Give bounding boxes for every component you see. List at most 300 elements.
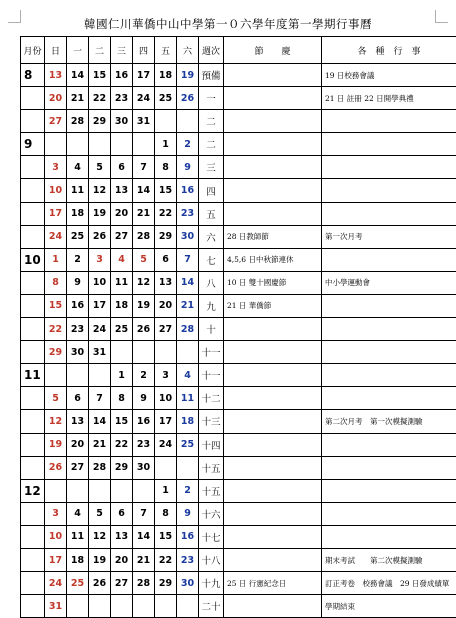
day-cell-thursday: 17 xyxy=(133,64,155,87)
day-cell-monday xyxy=(67,133,89,156)
day-cell-sunday: 5 xyxy=(45,387,67,410)
header-events: 各 種 行 事 xyxy=(322,37,456,64)
day-cell-saturday: 16 xyxy=(177,179,199,202)
event-cell xyxy=(322,502,456,525)
festival-cell xyxy=(224,133,322,156)
event-cell: 第二次月考 第一次模擬測驗 xyxy=(322,410,456,433)
calendar-row xyxy=(21,456,456,479)
day-cell-tuesday xyxy=(89,595,111,618)
day-cell-wednesday: 15 xyxy=(111,410,133,433)
day-cell-saturday: 2 xyxy=(177,479,199,502)
day-cell-tuesday: 26 xyxy=(89,225,111,248)
day-cell-wednesday: 27 xyxy=(111,572,133,595)
day-cell-monday: 4 xyxy=(67,502,89,525)
day-cell-friday: 24 xyxy=(155,433,177,456)
day-cell-monday: 6 xyxy=(67,387,89,410)
calendar-row xyxy=(21,271,456,294)
day-cell-wednesday xyxy=(111,133,133,156)
calendar-row xyxy=(21,572,456,595)
event-cell xyxy=(322,110,456,133)
day-cell-wednesday: 27 xyxy=(111,225,133,248)
calendar-row xyxy=(21,110,456,133)
day-cell-saturday: 28 xyxy=(177,318,199,341)
header-sunday: 日 xyxy=(45,37,67,64)
day-cell-sunday: 8 xyxy=(45,271,67,294)
day-cell-wednesday xyxy=(111,595,133,618)
day-cell-saturday xyxy=(177,341,199,364)
day-cell-sunday xyxy=(45,133,67,156)
day-cell-tuesday xyxy=(89,479,111,502)
month-cell: 9 xyxy=(21,133,45,156)
day-cell-saturday: 19 xyxy=(177,64,199,87)
day-cell-friday: 29 xyxy=(155,225,177,248)
week-number-cell: 十 xyxy=(199,318,224,341)
festival-cell xyxy=(224,364,322,387)
festival-cell xyxy=(224,110,322,133)
day-cell-wednesday: 13 xyxy=(111,179,133,202)
day-cell-wednesday: 20 xyxy=(111,548,133,571)
header-monday: 一 xyxy=(67,37,89,64)
calendar-row xyxy=(21,133,456,156)
day-cell-sunday: 3 xyxy=(45,156,67,179)
month-cell xyxy=(21,202,45,225)
day-cell-sunday: 1 xyxy=(45,248,67,271)
calendar-table xyxy=(20,36,456,618)
calendar-row xyxy=(21,202,456,225)
week-number-cell: 十六 xyxy=(199,502,224,525)
day-cell-sunday: 12 xyxy=(45,410,67,433)
event-cell xyxy=(322,248,456,271)
day-cell-sunday: 27 xyxy=(45,110,67,133)
day-cell-thursday: 23 xyxy=(133,433,155,456)
event-cell xyxy=(322,156,456,179)
event-cell xyxy=(322,433,456,456)
day-cell-sunday: 24 xyxy=(45,572,67,595)
day-cell-friday: 27 xyxy=(155,318,177,341)
week-number-cell: 六 xyxy=(199,225,224,248)
festival-cell xyxy=(224,410,322,433)
day-cell-friday: 3 xyxy=(155,364,177,387)
day-cell-friday: 20 xyxy=(155,294,177,317)
header-thursday: 四 xyxy=(133,37,155,64)
month-cell xyxy=(21,110,45,133)
day-cell-wednesday xyxy=(111,341,133,364)
month-cell: 8 xyxy=(21,64,45,87)
day-cell-wednesday: 8 xyxy=(111,387,133,410)
day-cell-thursday: 9 xyxy=(133,387,155,410)
event-cell xyxy=(322,364,456,387)
day-cell-monday: 18 xyxy=(67,202,89,225)
week-number-cell: 一 xyxy=(199,87,224,110)
day-cell-monday: 30 xyxy=(67,341,89,364)
day-cell-thursday: 30 xyxy=(133,456,155,479)
day-cell-tuesday: 17 xyxy=(89,294,111,317)
month-cell xyxy=(21,548,45,571)
day-cell-saturday: 30 xyxy=(177,572,199,595)
festival-cell xyxy=(224,387,322,410)
day-cell-thursday: 5 xyxy=(133,248,155,271)
day-cell-saturday: 18 xyxy=(177,410,199,433)
event-cell xyxy=(322,202,456,225)
calendar-row xyxy=(21,64,456,87)
day-cell-saturday xyxy=(177,110,199,133)
day-cell-thursday: 14 xyxy=(133,525,155,548)
day-cell-thursday xyxy=(133,341,155,364)
day-cell-monday xyxy=(67,364,89,387)
month-cell xyxy=(21,525,45,548)
event-cell: 學期結束 xyxy=(322,595,456,618)
calendar-row xyxy=(21,525,456,548)
festival-cell xyxy=(224,341,322,364)
week-number-cell: 八 xyxy=(199,271,224,294)
day-cell-saturday: 14 xyxy=(177,271,199,294)
month-cell xyxy=(21,87,45,110)
day-cell-sunday: 26 xyxy=(45,456,67,479)
month-cell xyxy=(21,341,45,364)
festival-cell: 10 日 雙十國慶節 xyxy=(224,271,322,294)
day-cell-sunday: 17 xyxy=(45,202,67,225)
day-cell-tuesday: 28 xyxy=(89,456,111,479)
day-cell-wednesday: 13 xyxy=(111,525,133,548)
day-cell-monday: 4 xyxy=(67,156,89,179)
header-week: 週次 xyxy=(199,37,224,64)
day-cell-saturday: 23 xyxy=(177,202,199,225)
month-cell: 11 xyxy=(21,364,45,387)
day-cell-sunday: 17 xyxy=(45,548,67,571)
day-cell-friday xyxy=(155,341,177,364)
month-cell xyxy=(21,271,45,294)
week-number-cell: 二十 xyxy=(199,595,224,618)
day-cell-thursday: 16 xyxy=(133,410,155,433)
month-cell xyxy=(21,572,45,595)
day-cell-thursday: 26 xyxy=(133,318,155,341)
day-cell-friday: 8 xyxy=(155,502,177,525)
festival-cell xyxy=(224,456,322,479)
day-cell-thursday: 7 xyxy=(133,502,155,525)
day-cell-saturday: 9 xyxy=(177,156,199,179)
day-cell-tuesday: 26 xyxy=(89,572,111,595)
day-cell-tuesday: 22 xyxy=(89,87,111,110)
day-cell-thursday: 19 xyxy=(133,294,155,317)
event-cell xyxy=(322,387,456,410)
calendar-row xyxy=(21,318,456,341)
week-number-cell: 十一 xyxy=(199,364,224,387)
day-cell-thursday: 28 xyxy=(133,225,155,248)
day-cell-tuesday xyxy=(89,133,111,156)
day-cell-thursday: 2 xyxy=(133,364,155,387)
day-cell-monday: 9 xyxy=(67,271,89,294)
month-cell xyxy=(21,225,45,248)
day-cell-sunday: 10 xyxy=(45,525,67,548)
header-friday: 五 xyxy=(155,37,177,64)
calendar-row xyxy=(21,410,456,433)
event-cell xyxy=(322,525,456,548)
calendar-row xyxy=(21,364,456,387)
day-cell-wednesday: 6 xyxy=(111,156,133,179)
calendar-row xyxy=(21,341,456,364)
day-cell-tuesday: 31 xyxy=(89,341,111,364)
day-cell-wednesday: 11 xyxy=(111,271,133,294)
event-cell xyxy=(322,479,456,502)
calendar-row xyxy=(21,595,456,618)
calendar-row xyxy=(21,502,456,525)
day-cell-thursday xyxy=(133,479,155,502)
week-number-cell: 十一 xyxy=(199,341,224,364)
week-number-cell: 五 xyxy=(199,202,224,225)
day-cell-saturday: 23 xyxy=(177,548,199,571)
festival-cell xyxy=(224,318,322,341)
day-cell-saturday xyxy=(177,456,199,479)
week-number-cell: 十四 xyxy=(199,433,224,456)
day-cell-thursday: 12 xyxy=(133,271,155,294)
calendar-row xyxy=(21,294,456,317)
festival-cell xyxy=(224,202,322,225)
calendar-row xyxy=(21,433,456,456)
day-cell-tuesday xyxy=(89,364,111,387)
day-cell-wednesday: 23 xyxy=(111,87,133,110)
day-cell-friday: 8 xyxy=(155,156,177,179)
day-cell-tuesday: 19 xyxy=(89,202,111,225)
event-cell xyxy=(322,456,456,479)
calendar-row xyxy=(21,548,456,571)
day-cell-monday: 27 xyxy=(67,456,89,479)
day-cell-monday: 23 xyxy=(67,318,89,341)
day-cell-saturday xyxy=(177,595,199,618)
calendar-row xyxy=(21,248,456,271)
day-cell-friday: 22 xyxy=(155,202,177,225)
event-cell xyxy=(322,294,456,317)
day-cell-friday: 1 xyxy=(155,479,177,502)
month-cell xyxy=(21,433,45,456)
week-number-cell: 十五 xyxy=(199,479,224,502)
day-cell-sunday xyxy=(45,364,67,387)
day-cell-tuesday: 10 xyxy=(89,271,111,294)
day-cell-thursday: 14 xyxy=(133,179,155,202)
day-cell-saturday: 25 xyxy=(177,433,199,456)
header-saturday: 六 xyxy=(177,37,199,64)
page-corner-mark-right xyxy=(435,10,448,23)
day-cell-sunday: 10 xyxy=(45,179,67,202)
calendar-row xyxy=(21,225,456,248)
month-cell xyxy=(21,294,45,317)
day-cell-sunday: 22 xyxy=(45,318,67,341)
day-cell-saturday: 9 xyxy=(177,502,199,525)
week-number-cell: 十七 xyxy=(199,525,224,548)
day-cell-sunday: 15 xyxy=(45,294,67,317)
day-cell-friday: 6 xyxy=(155,248,177,271)
day-cell-wednesday: 20 xyxy=(111,202,133,225)
event-cell: 第一次月考 xyxy=(322,225,456,248)
day-cell-wednesday: 4 xyxy=(111,248,133,271)
event-cell: 21 日 註冊 22 日開學典禮 xyxy=(322,87,456,110)
month-cell xyxy=(21,502,45,525)
event-cell: 訂正考卷 校務會議 29 日發成績單 xyxy=(322,572,456,595)
week-number-cell: 三 xyxy=(199,156,224,179)
week-number-cell: 四 xyxy=(199,179,224,202)
day-cell-saturday: 21 xyxy=(177,294,199,317)
festival-cell xyxy=(224,525,322,548)
calendar-row xyxy=(21,479,456,502)
day-cell-tuesday: 15 xyxy=(89,64,111,87)
day-cell-friday: 18 xyxy=(155,64,177,87)
festival-cell xyxy=(224,548,322,571)
festival-cell xyxy=(224,156,322,179)
week-number-cell: 十二 xyxy=(199,387,224,410)
day-cell-monday: 25 xyxy=(67,225,89,248)
month-cell: 12 xyxy=(21,479,45,502)
festival-cell xyxy=(224,479,322,502)
festival-cell: 25 日 行憲紀念日 xyxy=(224,572,322,595)
week-number-cell: 十九 xyxy=(199,572,224,595)
month-cell xyxy=(21,456,45,479)
festival-cell: 4,5,6 日中秋節連休 xyxy=(224,248,322,271)
day-cell-saturday: 16 xyxy=(177,525,199,548)
day-cell-saturday: 4 xyxy=(177,364,199,387)
festival-cell xyxy=(224,595,322,618)
day-cell-wednesday: 22 xyxy=(111,433,133,456)
week-number-cell: 九 xyxy=(199,294,224,317)
day-cell-monday: 11 xyxy=(67,525,89,548)
day-cell-wednesday: 30 xyxy=(111,110,133,133)
day-cell-thursday xyxy=(133,595,155,618)
day-cell-monday: 2 xyxy=(67,248,89,271)
week-number-cell: 二 xyxy=(199,110,224,133)
festival-cell xyxy=(224,502,322,525)
event-cell: 期末考試 第二次模擬測驗 xyxy=(322,548,456,571)
day-cell-wednesday: 6 xyxy=(111,502,133,525)
day-cell-sunday: 13 xyxy=(45,64,67,87)
day-cell-wednesday xyxy=(111,479,133,502)
day-cell-monday xyxy=(67,595,89,618)
day-cell-thursday: 28 xyxy=(133,572,155,595)
day-cell-saturday: 30 xyxy=(177,225,199,248)
day-cell-thursday: 21 xyxy=(133,202,155,225)
day-cell-monday: 20 xyxy=(67,433,89,456)
day-cell-thursday: 31 xyxy=(133,110,155,133)
day-cell-monday: 18 xyxy=(67,548,89,571)
week-number-cell: 十三 xyxy=(199,410,224,433)
festival-cell xyxy=(224,179,322,202)
page-title: 韓國仁川華僑中山中學第一０六學年度第一學期行事曆 xyxy=(20,16,436,32)
day-cell-sunday: 19 xyxy=(45,433,67,456)
day-cell-saturday: 11 xyxy=(177,387,199,410)
day-cell-wednesday: 1 xyxy=(111,364,133,387)
event-cell xyxy=(322,179,456,202)
day-cell-monday: 14 xyxy=(67,64,89,87)
festival-cell xyxy=(224,64,322,87)
day-cell-monday: 25 xyxy=(67,572,89,595)
day-cell-friday xyxy=(155,110,177,133)
event-cell xyxy=(322,318,456,341)
day-cell-monday: 13 xyxy=(67,410,89,433)
week-number-cell: 七 xyxy=(199,248,224,271)
calendar-row xyxy=(21,387,456,410)
day-cell-sunday: 24 xyxy=(45,225,67,248)
day-cell-wednesday: 16 xyxy=(111,64,133,87)
header-wednesday: 三 xyxy=(111,37,133,64)
day-cell-tuesday: 5 xyxy=(89,502,111,525)
day-cell-friday xyxy=(155,595,177,618)
day-cell-friday xyxy=(155,456,177,479)
calendar-row xyxy=(21,87,456,110)
document-page xyxy=(8,10,448,590)
event-cell: 19 日校務會議 xyxy=(322,64,456,87)
day-cell-tuesday: 14 xyxy=(89,410,111,433)
day-cell-tuesday: 12 xyxy=(89,179,111,202)
festival-cell xyxy=(224,87,322,110)
day-cell-monday: 21 xyxy=(67,87,89,110)
event-cell xyxy=(322,133,456,156)
day-cell-saturday: 2 xyxy=(177,133,199,156)
day-cell-friday: 10 xyxy=(155,387,177,410)
day-cell-sunday: 3 xyxy=(45,502,67,525)
day-cell-saturday: 7 xyxy=(177,248,199,271)
day-cell-tuesday: 24 xyxy=(89,318,111,341)
day-cell-friday: 13 xyxy=(155,271,177,294)
day-cell-friday: 29 xyxy=(155,572,177,595)
day-cell-tuesday: 5 xyxy=(89,156,111,179)
header-festival: 節 慶 xyxy=(224,37,322,64)
day-cell-thursday xyxy=(133,133,155,156)
day-cell-monday: 16 xyxy=(67,294,89,317)
day-cell-tuesday: 7 xyxy=(89,387,111,410)
calendar-row xyxy=(21,156,456,179)
month-cell xyxy=(21,410,45,433)
day-cell-monday: 11 xyxy=(67,179,89,202)
week-number-cell: 預備 xyxy=(199,64,224,87)
week-number-cell: 十五 xyxy=(199,456,224,479)
day-cell-sunday: 29 xyxy=(45,341,67,364)
festival-cell: 28 日教師節 xyxy=(224,225,322,248)
month-cell: 10 xyxy=(21,248,45,271)
day-cell-wednesday: 18 xyxy=(111,294,133,317)
month-cell xyxy=(21,318,45,341)
month-cell xyxy=(21,156,45,179)
event-cell xyxy=(322,341,456,364)
day-cell-thursday: 21 xyxy=(133,548,155,571)
day-cell-sunday: 20 xyxy=(45,87,67,110)
calendar-row xyxy=(21,179,456,202)
week-number-cell: 十八 xyxy=(199,548,224,571)
festival-cell: 21 日 華僑節 xyxy=(224,294,322,317)
day-cell-saturday: 26 xyxy=(177,87,199,110)
day-cell-wednesday: 25 xyxy=(111,318,133,341)
festival-cell xyxy=(224,433,322,456)
day-cell-friday: 22 xyxy=(155,548,177,571)
month-cell xyxy=(21,179,45,202)
day-cell-friday: 15 xyxy=(155,179,177,202)
day-cell-friday: 15 xyxy=(155,525,177,548)
day-cell-friday: 1 xyxy=(155,133,177,156)
day-cell-monday xyxy=(67,479,89,502)
day-cell-sunday xyxy=(45,479,67,502)
week-number-cell: 二 xyxy=(199,133,224,156)
day-cell-sunday: 31 xyxy=(45,595,67,618)
month-cell xyxy=(21,595,45,618)
day-cell-friday: 25 xyxy=(155,87,177,110)
day-cell-wednesday: 29 xyxy=(111,456,133,479)
day-cell-thursday: 7 xyxy=(133,156,155,179)
event-cell: 中小學運動會 xyxy=(322,271,456,294)
day-cell-tuesday: 21 xyxy=(89,433,111,456)
day-cell-tuesday: 19 xyxy=(89,548,111,571)
day-cell-tuesday: 12 xyxy=(89,525,111,548)
header-month: 月份 xyxy=(21,37,45,64)
header-row xyxy=(21,37,456,64)
day-cell-tuesday: 29 xyxy=(89,110,111,133)
month-cell xyxy=(21,387,45,410)
day-cell-monday: 28 xyxy=(67,110,89,133)
